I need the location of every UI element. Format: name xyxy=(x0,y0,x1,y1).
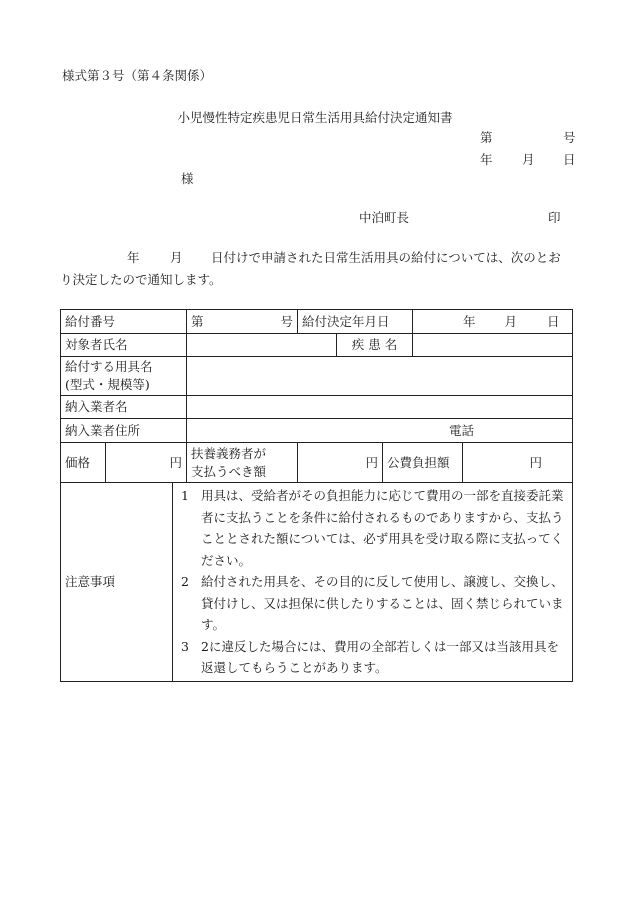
recipient-honorific: 様 xyxy=(181,171,194,186)
document-title: 小児慢性特定疾患児日常生活用具給付決定通知書 xyxy=(177,110,453,125)
note-number: 2 xyxy=(181,574,189,589)
decision-date-year: 年 xyxy=(463,313,476,329)
seal-mark: 印 xyxy=(548,210,561,225)
grant-details-table xyxy=(60,309,573,682)
grant-number-prefix: 第 xyxy=(191,313,204,329)
document-date-day: 日 xyxy=(563,152,576,167)
guardian-payment-label-line2: 支払うべき額 xyxy=(191,463,267,479)
item-name-label-line1: 給付する用具名 xyxy=(65,359,153,374)
notes-content xyxy=(173,483,573,682)
body-month: 月 xyxy=(170,250,183,265)
decision-date-month: 月 xyxy=(504,313,518,329)
decision-date-label: 給付決定年月日 xyxy=(298,310,413,334)
document-number-line xyxy=(480,130,575,146)
note-item-1 xyxy=(181,485,566,571)
public-expense-unit: 円 xyxy=(463,443,573,483)
decision-date-day: 日 xyxy=(547,313,560,329)
note-text: 給付された用具を、その目的に反して使用し、譲渡し、交換し、貸付けし、又は担保に供したりすることは、固く禁じられています。 xyxy=(201,574,564,632)
disease-name-value xyxy=(413,334,573,357)
vendor-address-value xyxy=(187,419,573,443)
phone-label: 電話 xyxy=(449,422,475,438)
document-number-suffix: 号 xyxy=(563,130,576,145)
guardian-payment-label-line1: 扶養義務者が xyxy=(191,445,267,461)
note-item-2 xyxy=(181,571,566,636)
note-number: 1 xyxy=(181,488,189,503)
item-name-label-line2: (型式・規模等) xyxy=(65,377,150,392)
body-text-line1: 日付けで申請された日常生活用具の給付については、次のとお xyxy=(211,250,561,265)
grant-number-cell xyxy=(187,310,298,334)
disease-name-label: 疾 患 名 xyxy=(337,334,413,357)
guardian-payment-label xyxy=(187,443,298,483)
note-text: 用具は、受給者がその負担能力に応じて費用の一部を直接委託業者に支払うことを条件に給付されるものでありますから、支払うこととされた額については、必ず用具を受け取る際に支払ってください。 xyxy=(201,488,564,568)
vendor-name-value xyxy=(187,396,573,419)
document-date-year: 年 xyxy=(480,152,493,167)
issuer-title: 中泊町長 xyxy=(359,210,410,225)
grant-number-suffix: 号 xyxy=(280,313,293,329)
notes-label: 注意事項 xyxy=(61,483,173,682)
note-text: 2に違反した場合には、費用の全部若しくは一部又は当該用具を返還してもらうことがあります。 xyxy=(201,638,559,675)
note-number: 3 xyxy=(181,638,189,654)
body-year: 年 xyxy=(127,250,140,265)
body-text-line2: り決定したので通知します。 xyxy=(60,272,222,287)
vendor-name-label: 納入業者名 xyxy=(61,396,187,419)
note-item-3 xyxy=(181,636,566,679)
decision-date-cell xyxy=(413,310,573,334)
document-date-month: 月 xyxy=(522,152,535,167)
item-name-label xyxy=(61,357,187,396)
subject-name-label: 対象者氏名 xyxy=(61,334,187,357)
document-date-line xyxy=(480,152,575,168)
vendor-address-label: 納入業者住所 xyxy=(61,419,187,443)
document-number-prefix: 第 xyxy=(480,130,493,145)
grant-number-label: 給付番号 xyxy=(61,310,187,334)
item-name-value xyxy=(187,357,573,396)
guardian-payment-unit: 円 xyxy=(298,443,383,483)
subject-name-value xyxy=(187,334,337,357)
price-unit: 円 xyxy=(106,443,187,483)
form-number: 様式第３号（第４条関係） xyxy=(62,68,213,83)
price-label: 価格 xyxy=(61,443,106,483)
public-expense-label: 公費負担額 xyxy=(383,443,463,483)
